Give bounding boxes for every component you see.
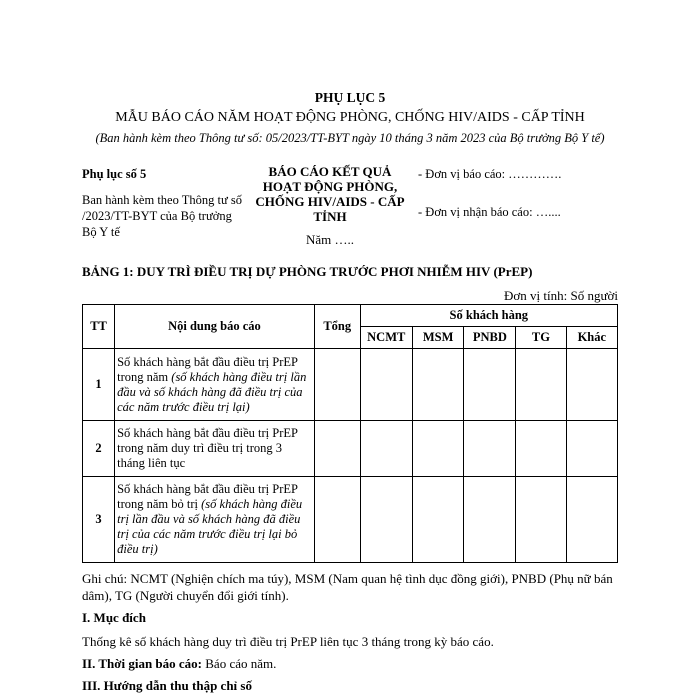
header-clients: Số khách hàng xyxy=(360,305,617,327)
cell-pnbd xyxy=(464,421,516,477)
cell-ncmt xyxy=(360,421,412,477)
report-title: BÁO CÁO KẾT QUẢ HOẠT ĐỘNG PHÒNG, CHỐNG HIV/AIDS - CẤP TỈNH xyxy=(255,164,405,224)
appendix-number: Phụ lục số 5 xyxy=(82,167,147,181)
appendix-title: PHỤ LỤC 5 xyxy=(314,90,386,105)
header-other: Khác xyxy=(566,327,617,349)
receiving-unit: - Đơn vị nhận báo cáo: ….... xyxy=(418,205,561,219)
header-ncmt: NCMT xyxy=(360,327,412,349)
middle-header-block xyxy=(250,164,410,247)
header-pnbd: PNBD xyxy=(464,327,516,349)
cell-total xyxy=(314,349,360,421)
row-content: Số khách hàng bắt đầu điều trị PrEP trong năm (số khách hàng điều trị lần đầu và số khách hàng đã điều trị của các năm trước điều trị lại) xyxy=(115,349,315,421)
header-content: Nội dung báo cáo xyxy=(115,305,315,349)
header-total: Tổng xyxy=(314,305,360,349)
cell-pnbd xyxy=(464,477,516,563)
row-number: 1 xyxy=(83,349,115,421)
table-title: BẢNG 1: DUY TRÌ ĐIỀU TRỊ DỰ PHÒNG TRƯỚC PHƠI NHIỄM HIV (PrEP) xyxy=(82,264,533,279)
unit-label: Đơn vị tính: Số người xyxy=(504,288,618,303)
form-title: MẪU BÁO CÁO NĂM HOẠT ĐỘNG PHÒNG, CHỐNG HIV/AIDS - CẤP TỈNH xyxy=(115,110,585,125)
section-purpose-text: Thống kê số khách hàng duy trì điều trị PrEP liên tục 3 tháng trong kỳ báo cáo. xyxy=(82,634,494,649)
reporting-unit: - Đơn vị báo cáo: …………. xyxy=(418,167,562,181)
section-guide-heading: III. Hướng dẫn thu thập chỉ số xyxy=(82,678,252,693)
cell-other xyxy=(566,421,617,477)
cell-ncmt xyxy=(360,349,412,421)
table-row xyxy=(83,349,618,421)
cell-other xyxy=(566,349,617,421)
header-tt: TT xyxy=(83,305,115,349)
table-row xyxy=(83,477,618,563)
cell-msm xyxy=(412,477,464,563)
cell-msm xyxy=(412,349,464,421)
section-time xyxy=(82,656,276,672)
row-number: 2 xyxy=(83,421,115,477)
table-row xyxy=(83,421,618,477)
left-header-block xyxy=(82,166,242,240)
cell-ncmt xyxy=(360,477,412,563)
section-time-heading: II. Thời gian báo cáo: xyxy=(82,656,203,671)
section-time-text: Báo cáo năm. xyxy=(202,656,277,671)
issued-by-text: Ban hành kèm theo Thông tư số /2023/TT-BYT của Bộ trưởng Bộ Y tế xyxy=(82,193,242,239)
row-content: Số khách hàng bắt đầu điều trị PrEP trong năm bỏ trị (số khách hàng điều trị lần đầu và số khách hàng đã điều trị của các năm trước điều trị lại bỏ điều trị) xyxy=(115,477,315,563)
header-msm: MSM xyxy=(412,327,464,349)
cell-tg xyxy=(516,349,566,421)
row-number: 3 xyxy=(83,477,115,563)
header-tg: TG xyxy=(516,327,566,349)
right-header-block xyxy=(418,166,608,220)
cell-total xyxy=(314,477,360,563)
cell-other xyxy=(566,477,617,563)
section-purpose-heading: I. Mục đích xyxy=(82,610,146,625)
report-year: Năm ….. xyxy=(305,232,355,247)
cell-total xyxy=(314,421,360,477)
issued-note: (Ban hành kèm theo Thông tư số: 05/2023/TT-BYT ngày 10 tháng 3 năm 2023 của Bộ trưởng Bộ Y tế) xyxy=(95,131,605,145)
report-table xyxy=(82,304,618,563)
cell-msm xyxy=(412,421,464,477)
cell-tg xyxy=(516,421,566,477)
cell-pnbd xyxy=(464,349,516,421)
cell-tg xyxy=(516,477,566,563)
row-content: Số khách hàng bắt đầu điều trị PrEP trong năm duy trì điều trị trong 3 tháng liên tục xyxy=(115,421,315,477)
table-note: Ghi chú: NCMT (Nghiện chích ma túy), MSM (Nam quan hệ tình dục đồng giới), PNBD (Phụ nữ bán dâm), TG (Người chuyển đổi giới tính). xyxy=(82,571,613,603)
